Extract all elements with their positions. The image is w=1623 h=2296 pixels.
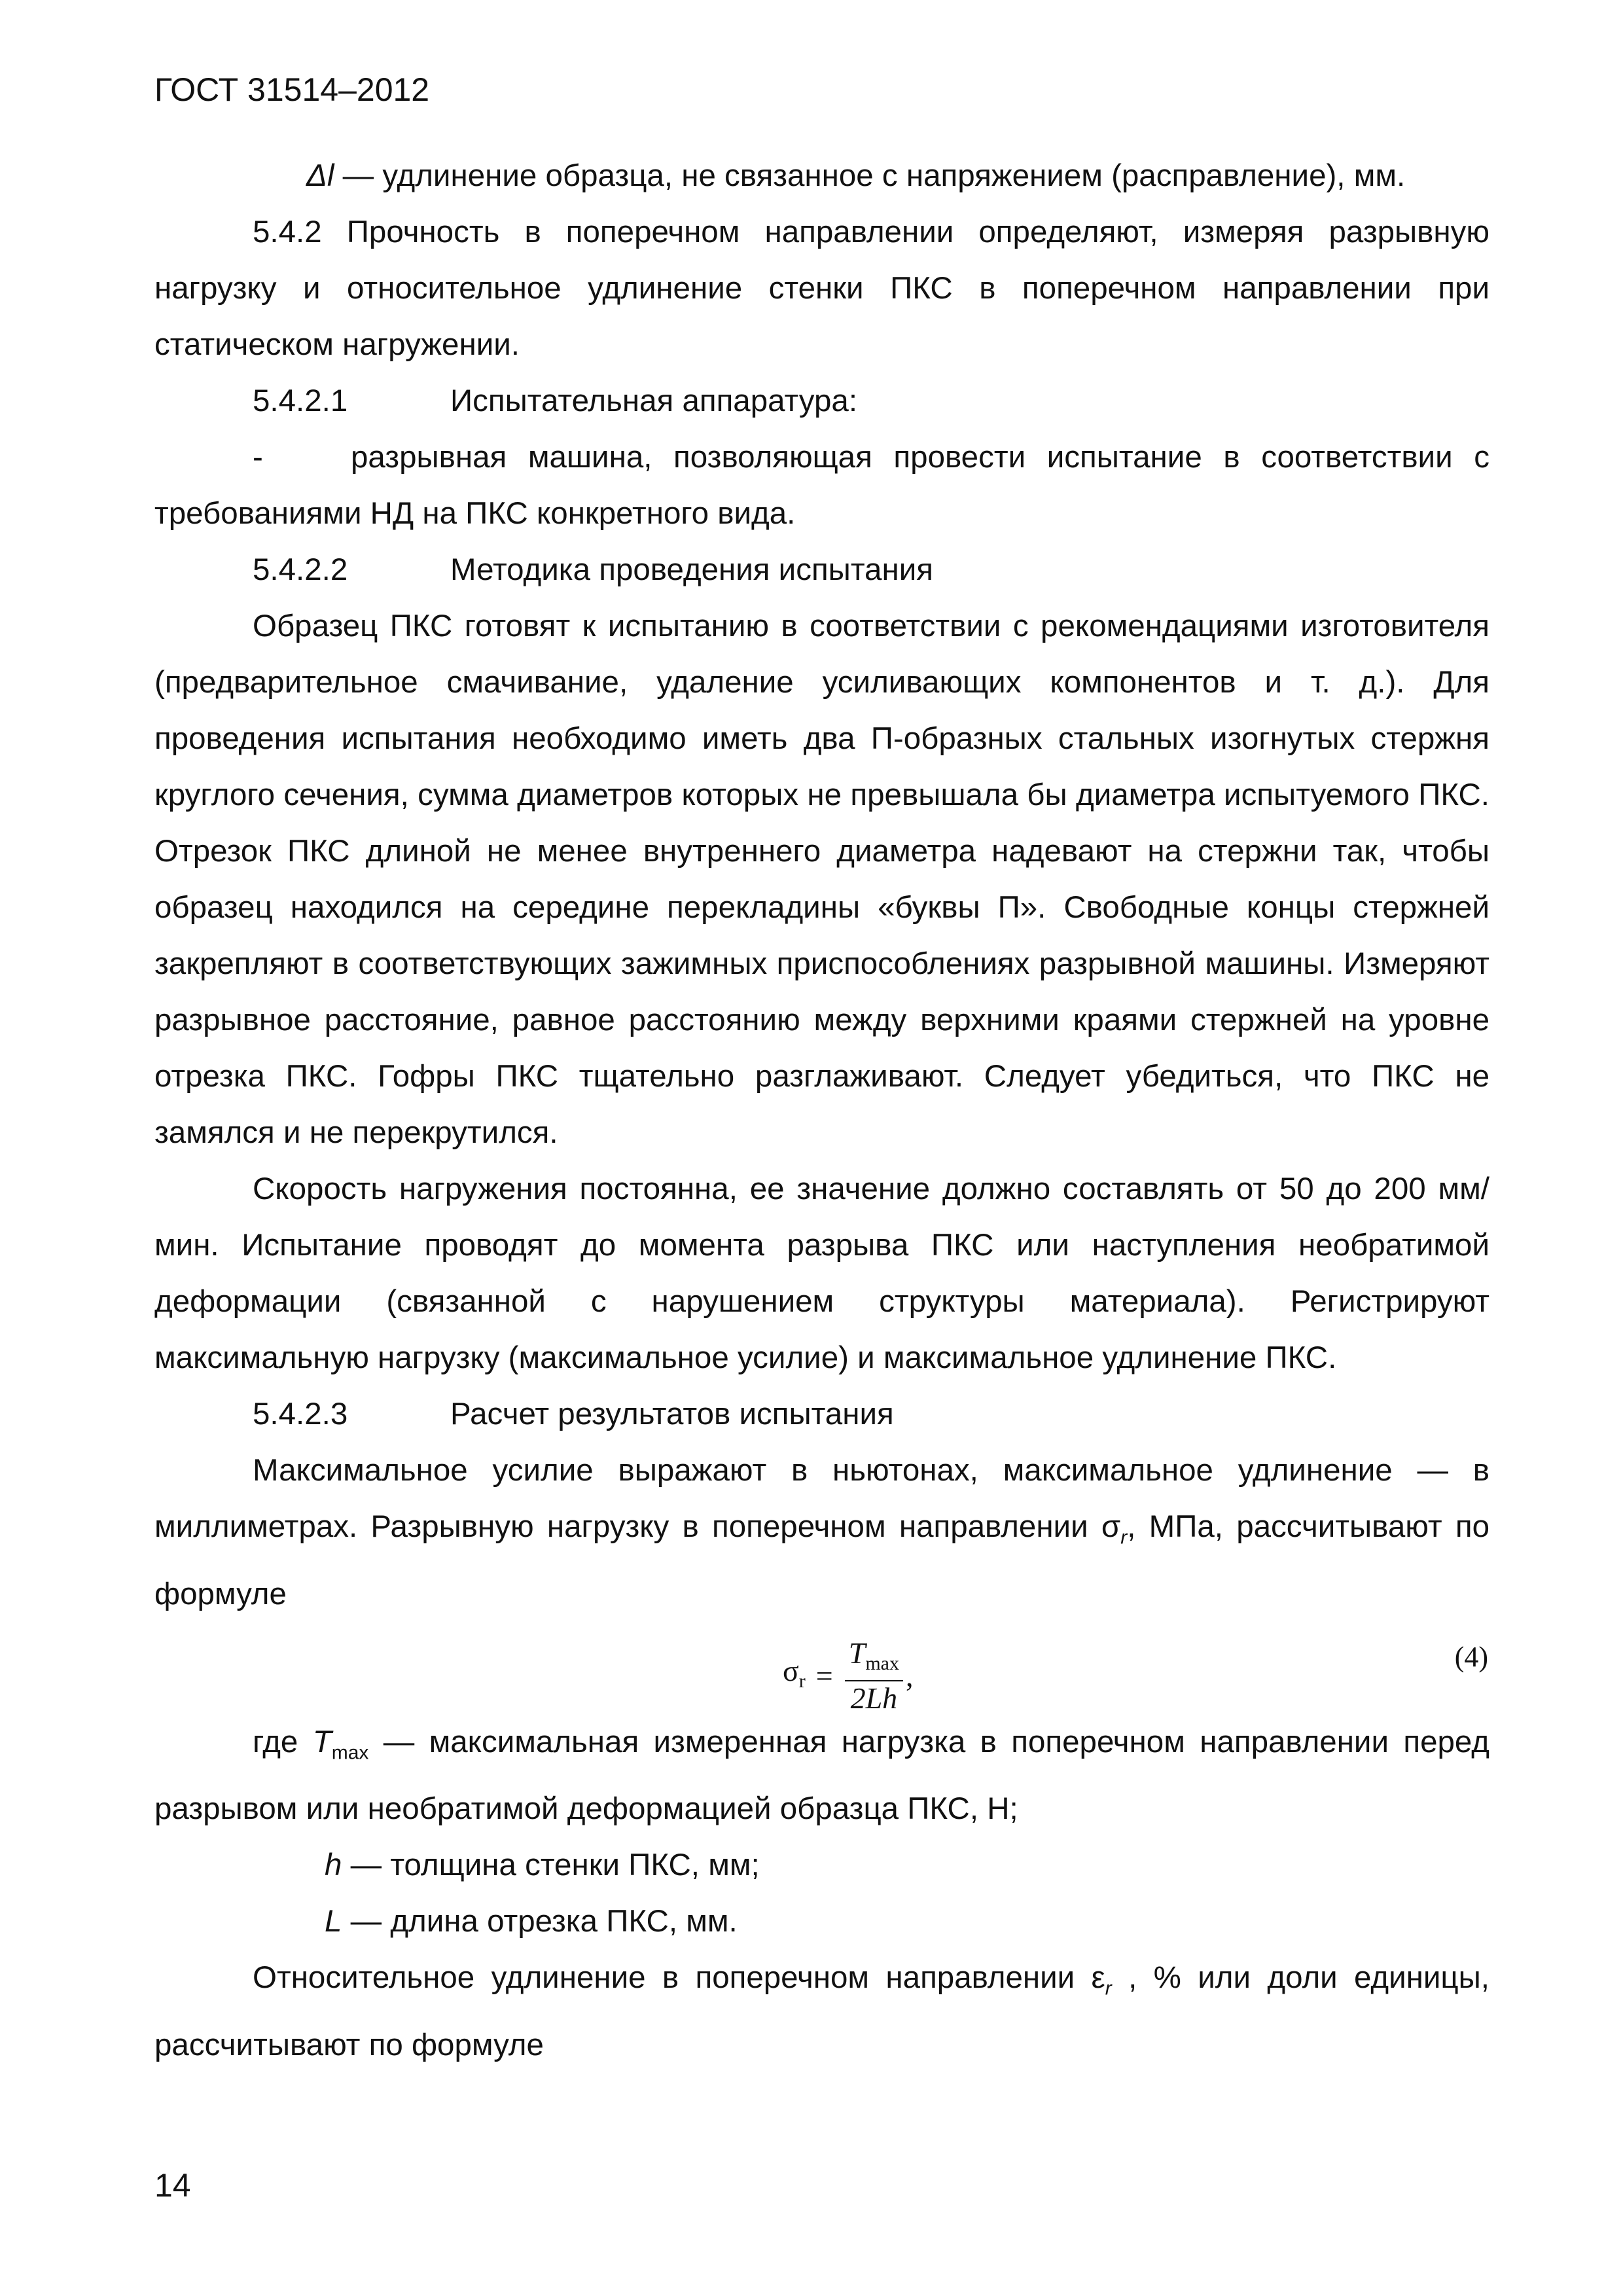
equation-number: (4) (1454, 1640, 1488, 1673)
clause-number: 5.4.2.3 (253, 1397, 348, 1431)
formula-lhs: $\sigma_r$ (783, 1653, 806, 1692)
clause-number: 5.4.2.2 (253, 552, 348, 587)
test-method-paragraph: Образец ПКС готовят к испытанию в соответствии с рекомендациями изготовителя (предварительное смачивание, удаление усиливающих компонентов и т. д.). Для проведения испытания необходимо иметь два П-образных стальных изогнутых стержня круглого сечения, сумма диаметров которых не превышала бы диаметра испытуемого ПКС. Отрезок ПКС длиной не менее внутреннего диаметра надевают на стержни так, чтобы образец находился на середине перекладины «буквы П». Свободные концы стержней закрепляют в соответствующих зажимных приспособлениях разрывной машины. Измеряют разрывное расстояние, равное расстоянию между верхними краями стержней на уровне отрезка ПКС. Гофры ПКС тщательно разглаживают. Следует убедиться, что ПКС не замялся и не перекрутился. (154, 609, 1489, 1150)
formula-4 (154, 1623, 1489, 1714)
formula-equals: = (815, 1659, 833, 1693)
clause-5-4-2-3-heading (154, 1386, 1489, 1443)
clause-title: Испытательная аппаратура: (450, 384, 858, 418)
h-definition: h — толщина стенки ПКС, мм; (325, 1848, 760, 1882)
equipment-list-item (154, 429, 1489, 542)
delta-l-symbol: Δl (306, 158, 334, 193)
clause-title: Расчет результатов испытания (450, 1397, 894, 1431)
formula-expression (783, 1637, 914, 1715)
loading-speed-paragraph: Скорость нагружения постоянна, ее значение должно составлять от 50 до 200 мм/мин. Испытание проводят до момента разрыва ПКС или наступления необратимой деформации (связанной с нарушением структуры материала). Регистрируют максимальную нагрузку (максимальное усилие) и максимальное удлинение ПКС. (154, 1172, 1489, 1375)
document-header: ГОСТ 31514–2012 (154, 71, 430, 108)
clause-5-4-2-2-heading (154, 542, 1489, 598)
tmax-definition: где $T_{max}$ — максимальная измеренная нагрузка в поперечном направлении перед разрывом или необратимой деформацией образца ПКС, Н; (154, 1724, 1489, 1826)
delta-l-text: — удлинение образца, не связанное с напряжением (расправление), мм. (342, 158, 1406, 193)
list-dash: - (253, 440, 263, 475)
elongation-paragraph: Относительное удлинение в поперечном направлении $\varepsilon_r$ , % или доли единицы, рассчитывают по формуле (154, 1960, 1489, 2062)
list-item-text: разрывная машина, позволяющая провести испытание в соответствии с требованиями НД на ПКС конкретного вида. (154, 440, 1489, 531)
clause-title: Методика проведения испытания (450, 552, 933, 587)
formula-tail: , (906, 1659, 914, 1693)
clause-5-4-2: 5.4.2 Прочность в поперечном направлении определяют, измеряя разрывную нагрузку и относительное удлинение стенки ПКС в поперечном направлении при статическом нагружении. (154, 215, 1489, 362)
l-definition: L — длина отрезка ПКС, мм. (325, 1904, 738, 1939)
results-paragraph: Максимальное усилие выражают в ньютонах, максимальное удлинение — в миллиметрах. Разрывную нагрузку в поперечном направлении $\sigma_r$, МПа, рассчитывают по формуле (154, 1453, 1490, 1611)
formula-denominator: 2Lh (850, 1681, 898, 1715)
clause-5-4-2-1-heading (154, 373, 1489, 429)
page-number: 14 (154, 2167, 191, 2204)
formula-fraction (845, 1637, 903, 1715)
document-body (154, 148, 1489, 2073)
formula-numerator: $T_{max}$ (845, 1637, 903, 1681)
delta-l-definition (154, 148, 1489, 204)
clause-number: 5.4.2.1 (253, 384, 348, 418)
